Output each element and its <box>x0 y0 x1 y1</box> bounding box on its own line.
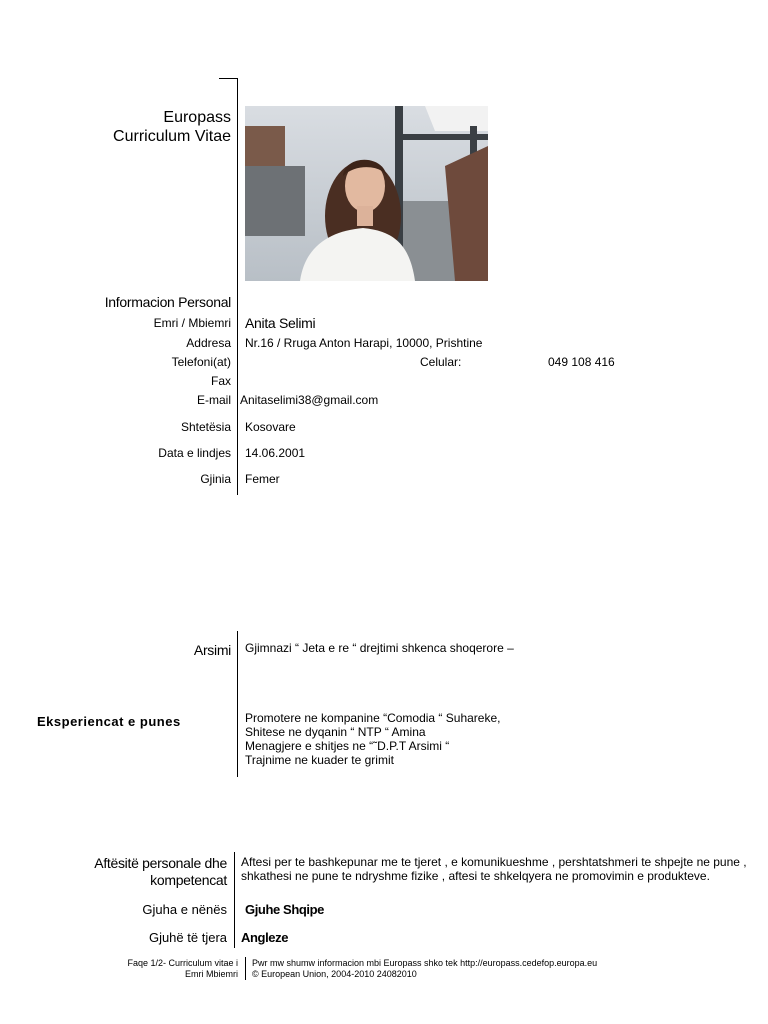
europass-title <box>40 108 231 146</box>
label-mother-tongue: Gjuha e nënës <box>142 902 227 917</box>
experience-item: Menagjere e shitjes ne “˜D.P.T Arsimi “ <box>245 739 450 753</box>
label-address: Addresa <box>186 336 231 350</box>
experience-item: Shitese ne dyqanin “ NTP “ Amina <box>245 725 426 739</box>
footer-left-line1: Faqe 1/2- Curriculum vitae i <box>127 958 238 968</box>
label-phone: Telefoni(at) <box>171 355 231 369</box>
header-rule-vertical <box>237 78 238 495</box>
label-experience: Eksperiencat e punes <box>37 714 181 729</box>
footer-right-line2: © European Union, 2004-2010 24082010 <box>252 969 417 979</box>
footer-left <box>60 958 238 980</box>
label-nationality: Shtetësia <box>180 420 231 434</box>
label-education: Arsimi <box>193 642 231 658</box>
value-gender: Femer <box>245 472 280 486</box>
skills-text-line2: shkathesi ne pune te ndryshme fizike , aftesi te shkelqyera ne promovimin e produkteve. <box>241 869 710 883</box>
value-mobile: 049 108 416 <box>548 355 615 369</box>
label-email: E-mail <box>196 393 231 407</box>
skills-text <box>241 855 747 883</box>
label-skills-line2: kompetencat <box>150 872 227 888</box>
header-rule-tick <box>219 78 238 79</box>
footer-right-line1: Pwr mw shumw informacion mbi Europass shko tek http://europass.cedefop.europa.eu <box>252 958 598 968</box>
education-rule-vertical <box>237 631 238 777</box>
label-name: Emri / Mbiemri <box>153 316 231 330</box>
section-title-personal: Informacion Personal <box>104 294 231 310</box>
experience-item: Promotere ne kompanine “Comodia “ Suhareke, <box>245 711 501 725</box>
value-mother-tongue: Gjuhe Shqipe <box>245 902 324 917</box>
label-skills-line1: Aftësitë personale dhe <box>94 855 227 871</box>
footer-left-line2: Emri Mbiemri <box>185 969 238 979</box>
footer-rule-vertical <box>245 957 246 980</box>
label-mobile: Celular: <box>420 355 462 369</box>
value-other-languages: Angleze <box>241 930 289 945</box>
footer-right <box>252 958 597 980</box>
profile-photo <box>245 106 488 281</box>
experience-item: Trajnime ne kuader te grimit <box>245 753 394 767</box>
skills-rule-vertical <box>234 852 235 948</box>
value-name: Anita Selimi <box>245 315 316 331</box>
label-other-languages: Gjuhë të tjera <box>148 930 227 945</box>
value-address: Nr.16 / Rruga Anton Harapi, 10000, Prishtine <box>245 336 483 350</box>
value-email: Anitaselimi38@gmail.com <box>240 393 379 407</box>
label-gender: Gjinia <box>200 472 231 486</box>
europass-title-line1: Europass <box>163 109 231 126</box>
europass-title-line2: Curriculum Vitae <box>113 128 231 145</box>
label-birth-date: Data e lindjes <box>158 446 231 460</box>
value-nationality: Kosovare <box>245 420 296 434</box>
label-fax: Fax <box>210 374 231 388</box>
experience-list <box>245 711 500 767</box>
skills-text-line1: Aftesi per te bashkepunar me te tjeret , e komunikueshme , pershtatshmeri te shpejte ne pune , <box>241 855 747 869</box>
value-education: Gjimnazi “ Jeta e re “ drejtimi shkenca shoqerore – <box>245 641 514 655</box>
label-skills <box>40 855 227 889</box>
value-birth-date: 14.06.2001 <box>245 446 306 460</box>
